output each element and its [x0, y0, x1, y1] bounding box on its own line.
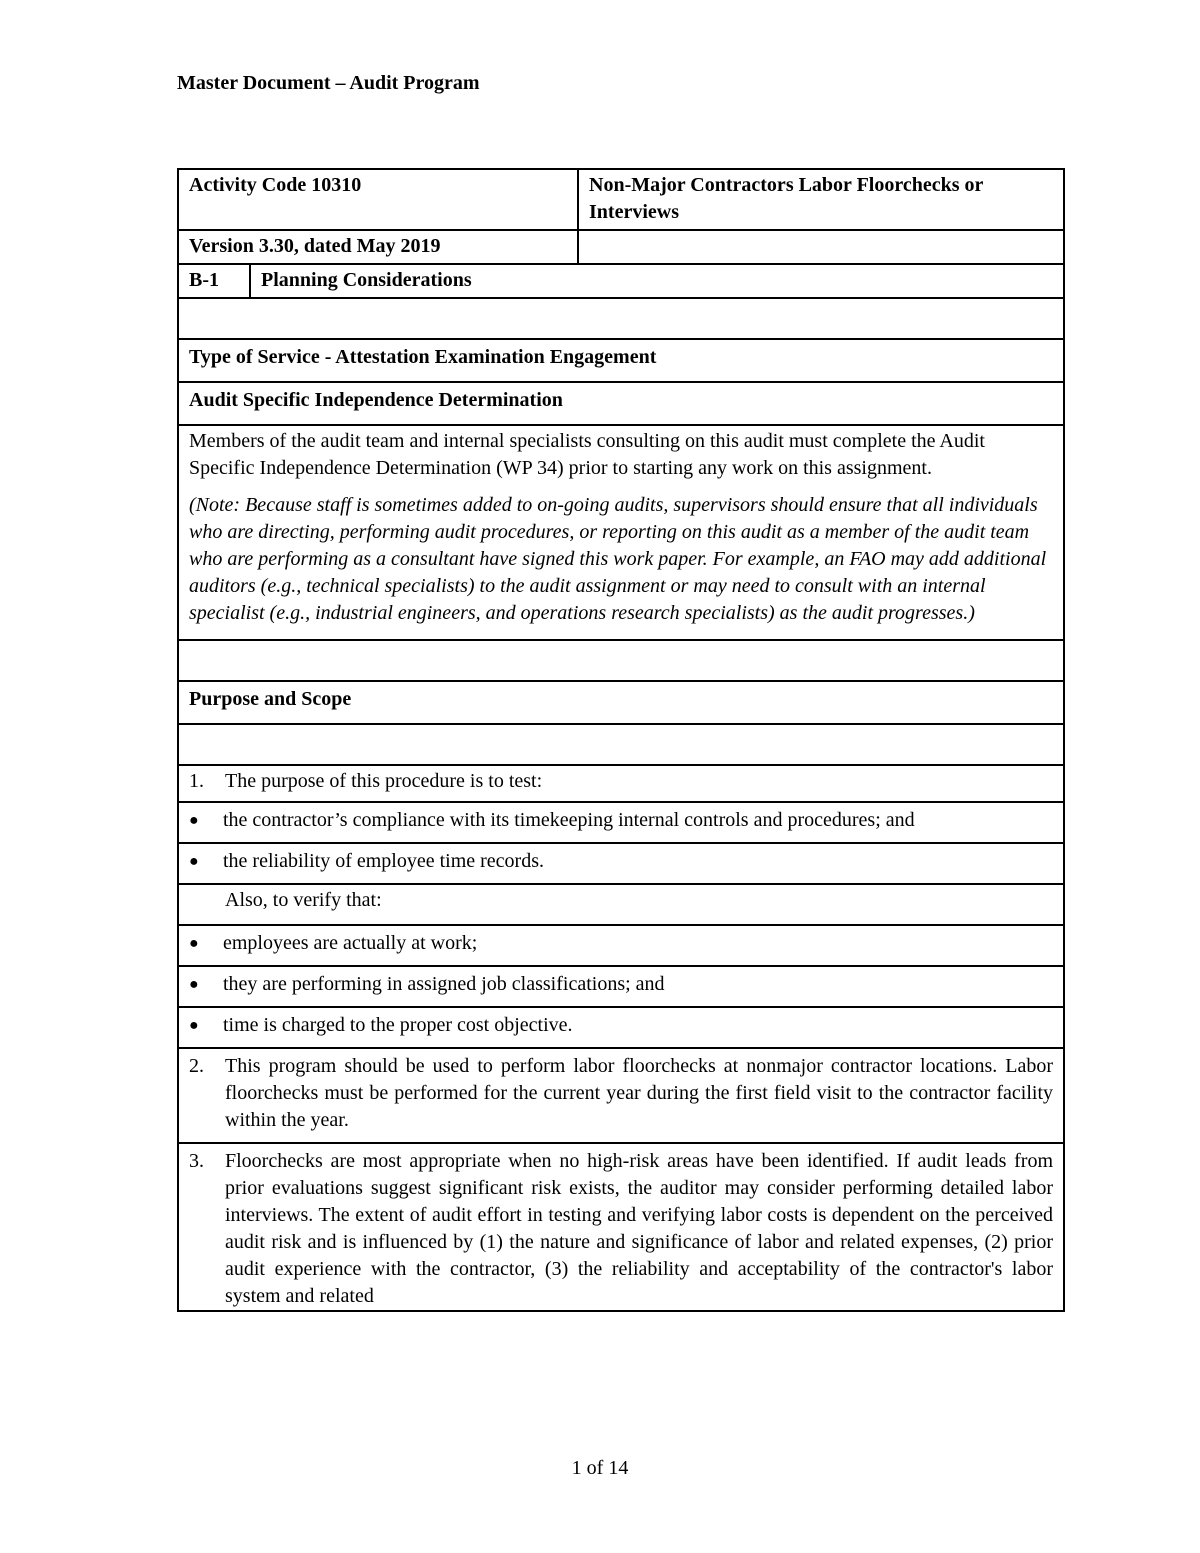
- independence-heading-row: [178, 382, 1064, 425]
- independence-text: Members of the audit team and internal specialists consulting on this audit must complete the Audit Specific Independence Determination (WP 34) prior to starting any work on this assignment.: [189, 430, 985, 479]
- bullet-text: they are performing in assigned job classifications; and: [223, 973, 665, 995]
- section-row: [178, 264, 1064, 298]
- independence-body-row: [178, 425, 1064, 640]
- independence-note: (Note: Because staff is sometimes added to on-going audits, supervisors should ensure that all individuals who are directing, performing audit procedures, or reporting on this audit as a member of the audit team who are performing as a consultant have signed this work paper. For example, an FAO may add additional auditors (e.g., technical specialists) to the audit assignment or may need to consult with an internal specialist (e.g., industrial engineers, and operations research specialists) as the audit progresses.): [189, 494, 1047, 624]
- bullet-icon: ●: [189, 812, 199, 829]
- item-1-text: The purpose of this procedure is to test:: [225, 770, 543, 792]
- item-1-row: [178, 765, 1064, 802]
- bullet-icon: ●: [189, 1017, 199, 1034]
- bullet-text: the contractor’s compliance with its timekeeping internal controls and procedures; and: [223, 809, 915, 831]
- audit-program-table: [177, 168, 1065, 1312]
- bullet-icon: ●: [189, 976, 199, 993]
- bullet-text: the reliability of employee time records.: [223, 850, 544, 872]
- item-2-number: 2.: [189, 1055, 204, 1077]
- version-label: Version 3.30, dated May 2019: [178, 230, 578, 264]
- activity-title: Non-Major Contractors Labor Floorchecks or Interviews: [578, 169, 1064, 230]
- bullet-text: employees are actually at work;: [223, 932, 478, 954]
- item-2-text: This program should be used to perform labor floorchecks at nonmajor contractor locations. Labor floorchecks must be performed for the current year during the first field visit to the contractor facility within the year.: [225, 1055, 1054, 1131]
- item-1-number: 1.: [189, 770, 204, 792]
- empty-row: [178, 640, 1064, 681]
- item-3-row: [178, 1143, 1064, 1311]
- version-empty-cell: [578, 230, 1064, 264]
- bullet-row: [178, 966, 1064, 1007]
- independence-heading: Audit Specific Independence Determination: [178, 382, 1064, 425]
- purpose-heading-row: [178, 681, 1064, 724]
- version-row: [178, 230, 1064, 264]
- type-of-service-row: [178, 339, 1064, 382]
- also-row: [178, 884, 1064, 925]
- item-3-number: 3.: [189, 1150, 204, 1172]
- item-2-row: [178, 1048, 1064, 1143]
- bullet-row: [178, 1007, 1064, 1048]
- item-3-text: Floorchecks are most appropriate when no high-risk areas have been identified. If audit leads from prior evaluations suggest significant risk exists, the auditor may consider performing detailed labor interviews. The extent of audit effort in testing and verifying labor costs is dependent on the perceived audit risk and is influenced by (1) the nature and significance of labor and related expenses, (2) prior audit experience with the contractor, (3) the reliability and acceptability of the contractor's labor system and related: [225, 1150, 1054, 1307]
- type-of-service: Type of Service - Attestation Examination Engagement: [178, 339, 1064, 382]
- section-title: Planning Considerations: [250, 264, 1064, 298]
- bullet-row: [178, 843, 1064, 884]
- bullet-text: time is charged to the proper cost objective.: [223, 1014, 573, 1036]
- empty-row: [178, 298, 1064, 339]
- bullet-row: [178, 925, 1064, 966]
- page-header-title: Master Document – Audit Program: [177, 72, 480, 94]
- activity-code: Activity Code 10310: [178, 169, 578, 230]
- bullet-icon: ●: [189, 853, 199, 870]
- page-number: 1 of 14: [571, 1457, 629, 1479]
- bullet-icon: ●: [189, 935, 199, 952]
- purpose-heading: Purpose and Scope: [178, 681, 1064, 724]
- bullet-row: [178, 802, 1064, 843]
- activity-row: [178, 169, 1064, 230]
- empty-row: [178, 724, 1064, 765]
- also-text: Also, to verify that:: [178, 884, 1064, 925]
- section-code: B-1: [178, 264, 250, 298]
